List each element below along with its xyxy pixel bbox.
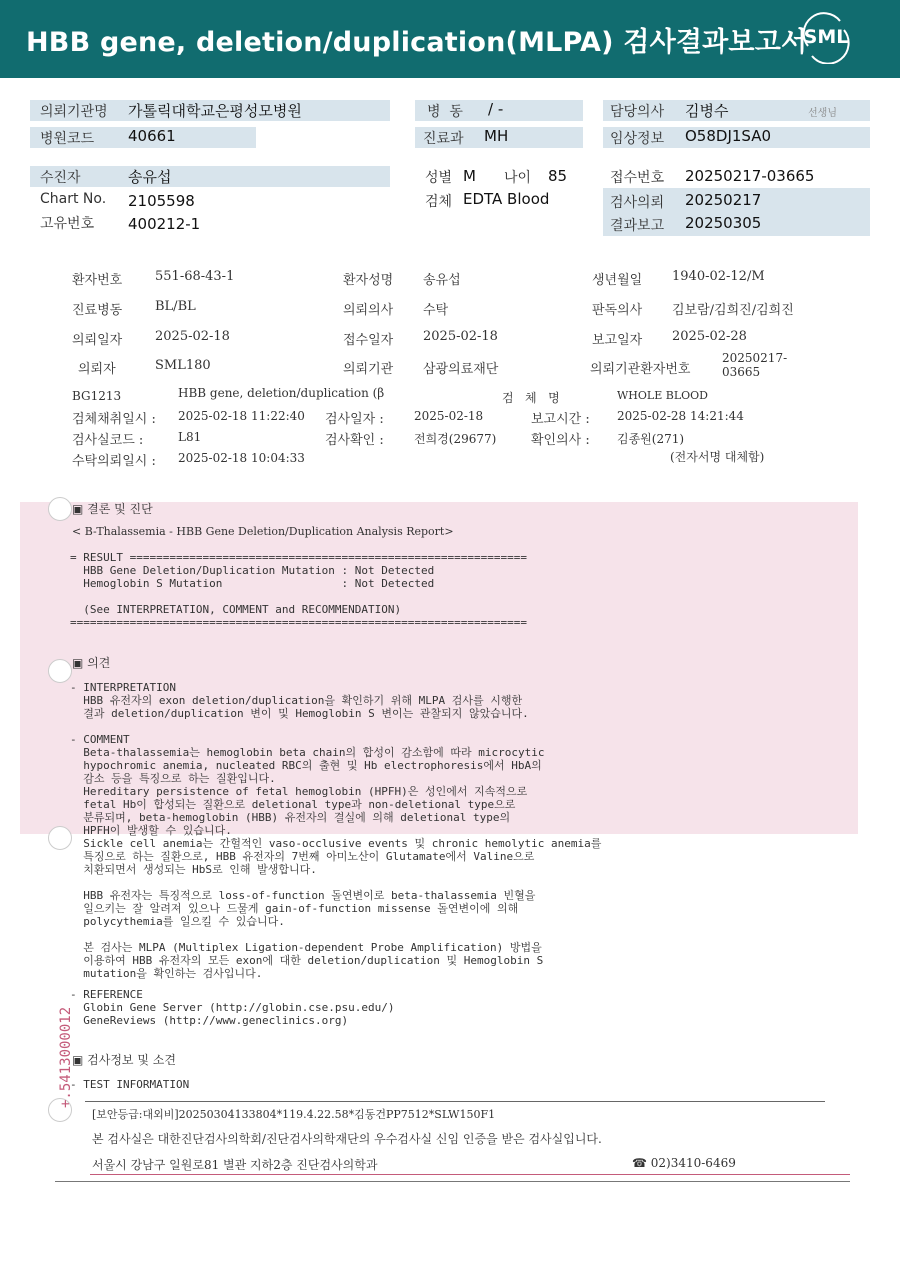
test-date-label: 검사일자 : (325, 412, 384, 427)
lab-code-value: L81 (178, 430, 202, 444)
req-doctor-label: 의뢰의사 (343, 303, 394, 318)
footer-divider-pink (90, 1174, 850, 1175)
doctor-value: 김병수 (685, 102, 729, 120)
hospital-code-value: 40661 (128, 127, 176, 145)
patient-bar (30, 166, 390, 187)
doctor-label: 담당의사 (610, 104, 665, 120)
age-value: 85 (548, 167, 568, 185)
req-org-value: 삼광의료재단 (423, 362, 499, 377)
requester-value: SML180 (155, 358, 211, 373)
security-line: [보안등급:대외비]20250304133804*119.4.22.58*김동건PP7512*SLW150F1 (92, 1108, 496, 1121)
ward-value: / - (488, 100, 504, 118)
collect-time-value: 2025-02-18 11:22:40 (178, 409, 305, 423)
section-test-info: ▣ 검사정보 및 소견 (72, 1053, 176, 1067)
specimen-value: EDTA Blood (463, 190, 550, 208)
birth-label: 생년월일 (592, 273, 643, 288)
test-name: HBB gene, deletion/duplication (β (178, 386, 385, 400)
requester-label: 의뢰자 (78, 362, 116, 377)
esign-note: (전자서명 대체함) (670, 450, 765, 464)
reading-doctor-value: 김보람/김희진/김희진 (672, 303, 794, 318)
unique-no-label: 고유번호 (40, 216, 95, 232)
org-label: 의뢰기관명 (40, 104, 108, 120)
receipt-no-label: 접수번호 (610, 170, 665, 186)
chart-no-label: Chart No. (40, 191, 107, 207)
section-conclusion: ▣ 결론 및 진단 (72, 502, 153, 516)
req-org-patient-no-value-2: 03665 (722, 365, 761, 379)
consign-time-value: 2025-02-18 10:04:33 (178, 451, 305, 465)
punch-hole (48, 826, 72, 850)
patient-name-value: 송유섭 (423, 273, 461, 288)
specimen-label: 검체 (425, 194, 453, 210)
result-date-value: 20250305 (685, 214, 762, 232)
lab-address: 서울시 강남구 일원로81 별관 지하2층 진단검사의학과 (92, 1158, 378, 1172)
patient-no-value: 551-68-43-1 (155, 269, 235, 284)
request-date-value: 20250217 (685, 191, 762, 209)
comment-block: - COMMENT Beta-thalassemia는 hemoglobin beta chain의 합성이 감소함에 따라 microcytic hypochromic anemia, nucleated RBC의 출현 및 Hb electrophoresis에서 HbA의 감소 등을 특징으로 하는 질환입니다. Hereditary persistence of fetal hemoglobin (HPFH)은 성인에서 지속적으로 fetal Hb이 합성되는 질환으로 deletional type과 non-deletional type으로 분류되며, beta-hemoglobin (HBB) 유전자의 결실에 의해 deletional type의 HPFH이 발생할 수 있습니다. Sickle cell anemia는 간헐적인 vaso-occlusive events 및 chronic hemolytic anemia를 특징으로 하는 질환으로, HBB 유전자의 7번째 아미노산이 Glutamate에서 Valine으로 치환되면서 생성되는 HbS로 인해 발생합니다. HBB 유전자는 특징적으로 loss-of-function 돌연변이로 beta-thalassemia 빈혈을 일으키는 잘 알려져 있으나 드물게 gain-of-function missense 돌연변이에 의해 polycythemia를 일으킬 수 있습니다. 본 검사는 MLPA (Multiplex Ligation-dependent Probe Amplification) 방법을 이용하여 HBB 유전자의 모든 exon에 대한 deletion/duplication 및 Hemoglobin S mutation을 확인하는 검사입니다. (70, 733, 602, 980)
report-header (0, 0, 900, 78)
req-org-patient-no-value: 20250217- (722, 351, 788, 365)
interpretation-block: - INTERPRETATION HBB 유전자의 exon deletion/duplication을 확인하기 위해 MLPA 검사를 시행한 결과 deletion/duplication 변이 및 Hemoglobin S 변이는 관찰되지 않았습니다. (70, 681, 529, 720)
lab-phone: ☎ 02)3410-6469 (632, 1156, 736, 1170)
receipt-date-value: 2025-02-18 (423, 329, 498, 344)
report-time-value: 2025-02-28 14:21:44 (617, 409, 744, 423)
req-doctor-value: 수탁 (423, 303, 449, 318)
org-value: 가톨릭대학교은평성모병원 (128, 102, 302, 120)
report-time-label: 보고시간 : (531, 412, 590, 427)
consign-time-label: 수탁의뢰일시 : (72, 454, 156, 469)
ward-scan-label: 진료병동 (72, 303, 123, 318)
ward-scan-value: BL/BL (155, 299, 196, 314)
receipt-no-value: 20250217-03665 (685, 167, 815, 185)
report-title: HBB gene, deletion/duplication(MLPA) 검사결과보고서 (26, 27, 808, 58)
patient-label: 수진자 (40, 170, 81, 186)
confirm-doctor-label: 확인의사 : (531, 433, 590, 448)
dept-value: MH (484, 127, 509, 145)
collect-time-label: 검체채취일시 : (72, 412, 156, 427)
report-date-label: 보고일자 (592, 333, 643, 348)
reference-block: - REFERENCE Globin Gene Server (http://globin.cse.psu.edu/) GeneReviews (http://www.geneclinics.org) (70, 988, 395, 1027)
req-date-value: 2025-02-18 (155, 329, 230, 344)
test-date-value: 2025-02-18 (414, 409, 484, 423)
sml-logo: SML (800, 12, 852, 64)
test-confirm-label: 검사확인 : (325, 433, 384, 448)
specimen-name-label: 검 체 명 (502, 391, 560, 405)
specimen-name-value: WHOLE BLOOD (617, 389, 708, 402)
patient-name-label: 환자성명 (343, 273, 394, 288)
request-date-label: 검사의뢰 (610, 195, 665, 211)
patient-value: 송유섭 (128, 168, 172, 186)
doctor-suffix: 선생님 (808, 108, 837, 119)
clinical-label: 임상정보 (610, 131, 665, 147)
age-label: 나이 (504, 170, 532, 186)
test-information: - TEST INFORMATION (70, 1078, 190, 1091)
test-code: BG1213 (72, 389, 122, 403)
ward-label: 병 동 (427, 104, 463, 120)
section-opinion: ▣ 의견 (72, 656, 111, 670)
req-org-label: 의뢰기관 (343, 362, 394, 377)
test-confirm-value: 전희경(29677) (414, 432, 497, 446)
req-date-label: 의뢰일자 (72, 333, 123, 348)
result-date-label: 결과보고 (610, 218, 665, 234)
report-subtitle: < B-Thalassemia - HBB Gene Deletion/Duplication Analysis Report> (72, 525, 454, 538)
result-block: = RESULT ============================================================ HBB Gene Deletion/Duplication Mutation : Not Detected Hemoglobin S Mutation : Not Detected (See INTERPRETATION, COMMENT and RECOMMENDATION) ===================================================================== (70, 551, 527, 629)
punch-hole (48, 659, 72, 683)
side-stamp: +.5413000012 (58, 1006, 74, 1108)
sex-label: 성별 (425, 170, 453, 186)
footer-divider-top (85, 1101, 825, 1102)
hospital-code-label: 병원코드 (40, 131, 95, 147)
unique-no-value: 400212-1 (128, 215, 201, 233)
report-date-value: 2025-02-28 (672, 329, 747, 344)
confirm-doctor-value: 김종원(271) (617, 432, 685, 446)
reading-doctor-label: 판독의사 (592, 303, 643, 318)
patient-no-label: 환자번호 (72, 273, 123, 288)
certification-text: 본 검사실은 대한진단검사의학회/진단검사의학재단의 우수검사실 신임 인증을 받은 검사실입니다. (92, 1132, 602, 1146)
clinical-value: O58DJ1SA0 (685, 127, 772, 145)
chart-no-value: 2105598 (128, 192, 195, 210)
birth-value: 1940-02-12/M (672, 269, 765, 284)
lab-code-label: 검사실코드 : (72, 433, 144, 448)
dept-label: 진료과 (423, 131, 464, 147)
receipt-date-label: 접수일자 (343, 333, 394, 348)
req-org-patient-no-label: 의뢰기관환자번호 (590, 362, 691, 377)
footer-divider-bottom (55, 1181, 850, 1182)
sex-value: M (463, 167, 476, 185)
punch-hole (48, 497, 72, 521)
